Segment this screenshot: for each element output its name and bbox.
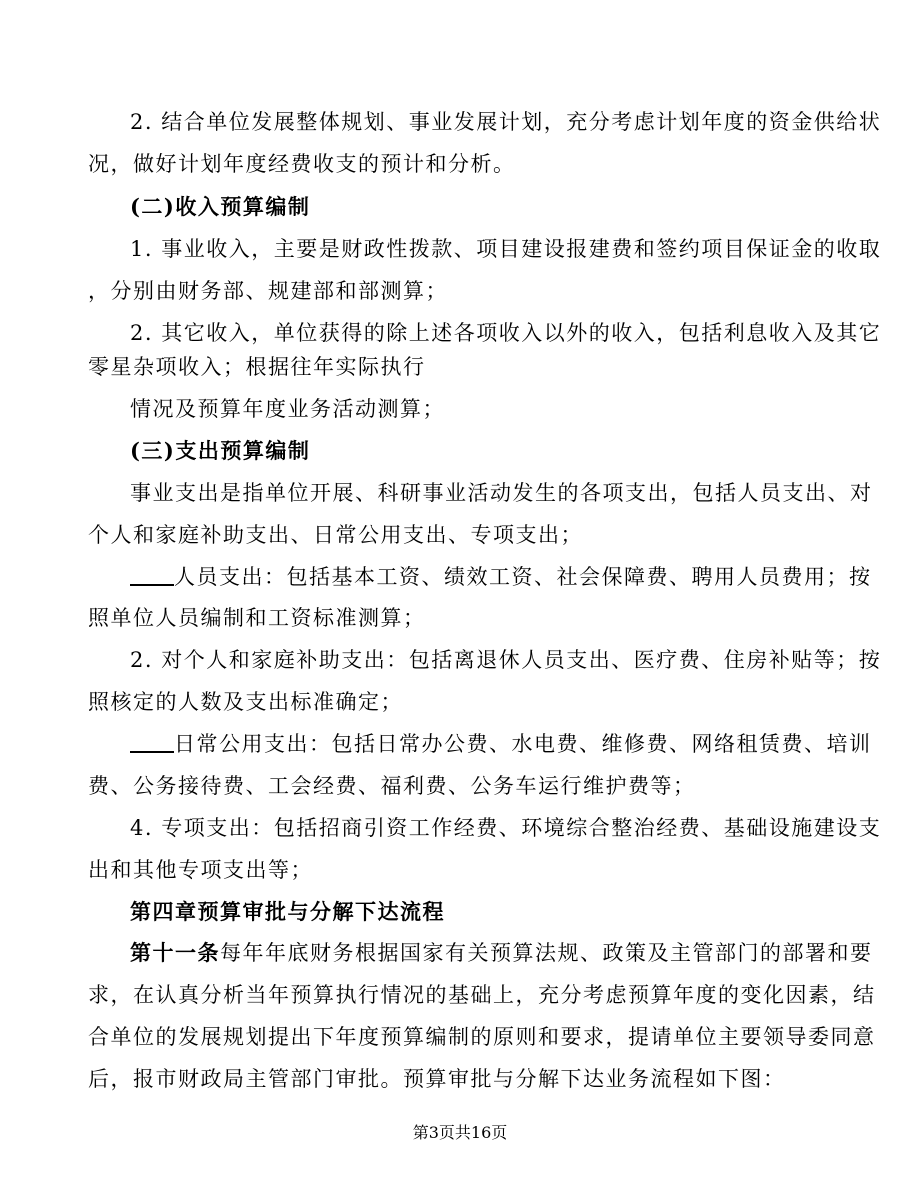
paragraph-line [130, 938, 873, 968]
paragraph-line: 照核定的人数及支出标准确定； [88, 690, 403, 714]
paragraph-text: 日常公用支出：包括日常办公费、水电费、维修费、网络租赁费、培训 [174, 732, 872, 756]
paragraph-line: 4. 专项支出：包括招商引资工作经费、环境综合整治经费、基础设施建设支 [130, 816, 882, 840]
paragraph-line: 情况及预算年度业务活动测算； [130, 397, 445, 421]
paragraph-line [130, 562, 872, 592]
paragraph-line: 费、公务接待费、工会经费、福利费、公务车运行维护费等； [88, 774, 696, 798]
paragraph-line: 2. 其它收入，单位获得的除上述各项收入以外的收入，包括利息收入及其它 [130, 321, 882, 345]
paragraph-line: 况，做好计划年度经费收支的预计和分析。 [88, 152, 516, 176]
paragraph-line: 出和其他专项支出等； [88, 858, 313, 882]
paragraph-line: 合单位的发展规划提出下年度预算编制的原则和要求，提请单位主要领导委同意 [88, 1025, 876, 1049]
paragraph-line: 1. 事业收入，主要是财政性拨款、项目建设报建费和签约项目保证金的收取 [130, 237, 882, 261]
paragraph-line: ，分别由财务部、规建部和部测算； [88, 279, 448, 303]
paragraph-text: 每年年底财务根据国家有关预算法规、政策及主管部门的部署和要 [220, 941, 873, 965]
paragraph-line: 后，报市财政局主管部门审批。预算审批与分解下达业务流程如下图： [88, 1067, 786, 1091]
paragraph-line: 2. 对个人和家庭补助支出：包括离退休人员支出、医疗费、住房补贴等；按 [130, 648, 882, 672]
page-number: 第3页共16页 [412, 1123, 508, 1142]
chapter-heading: 第四章预算审批与分解下达流程 [130, 899, 445, 924]
blank-underline [130, 564, 174, 586]
paragraph-line: 零星杂项收入；根据往年实际执行 [88, 355, 426, 379]
paragraph-line: 照单位人员编制和工资标准测算； [88, 606, 426, 630]
paragraph-line: 事业支出是指单位开展、科研事业活动发生的各项支出，包括人员支出、对 [130, 481, 873, 505]
blank-underline [130, 731, 174, 753]
paragraph-line: 求，在认真分析当年预算执行情况的基础上，充分考虑预算年度的变化因素，结 [88, 983, 876, 1007]
section-heading: (三)支出预算编制 [130, 438, 311, 463]
paragraph-line: 2. 结合单位发展整体规划、事业发展计划，充分考虑计划年度的资金供给状 [130, 110, 882, 134]
paragraph-line [130, 729, 872, 759]
section-heading: (二)收入预算编制 [130, 194, 311, 219]
paragraph-line: 个人和家庭补助支出、日常公用支出、专项支出； [88, 523, 583, 547]
paragraph-text: 人员支出：包括基本工资、绩效工资、社会保障费、聘用人员费用；按 [174, 565, 872, 589]
article-number: 第十一条 [130, 940, 220, 965]
